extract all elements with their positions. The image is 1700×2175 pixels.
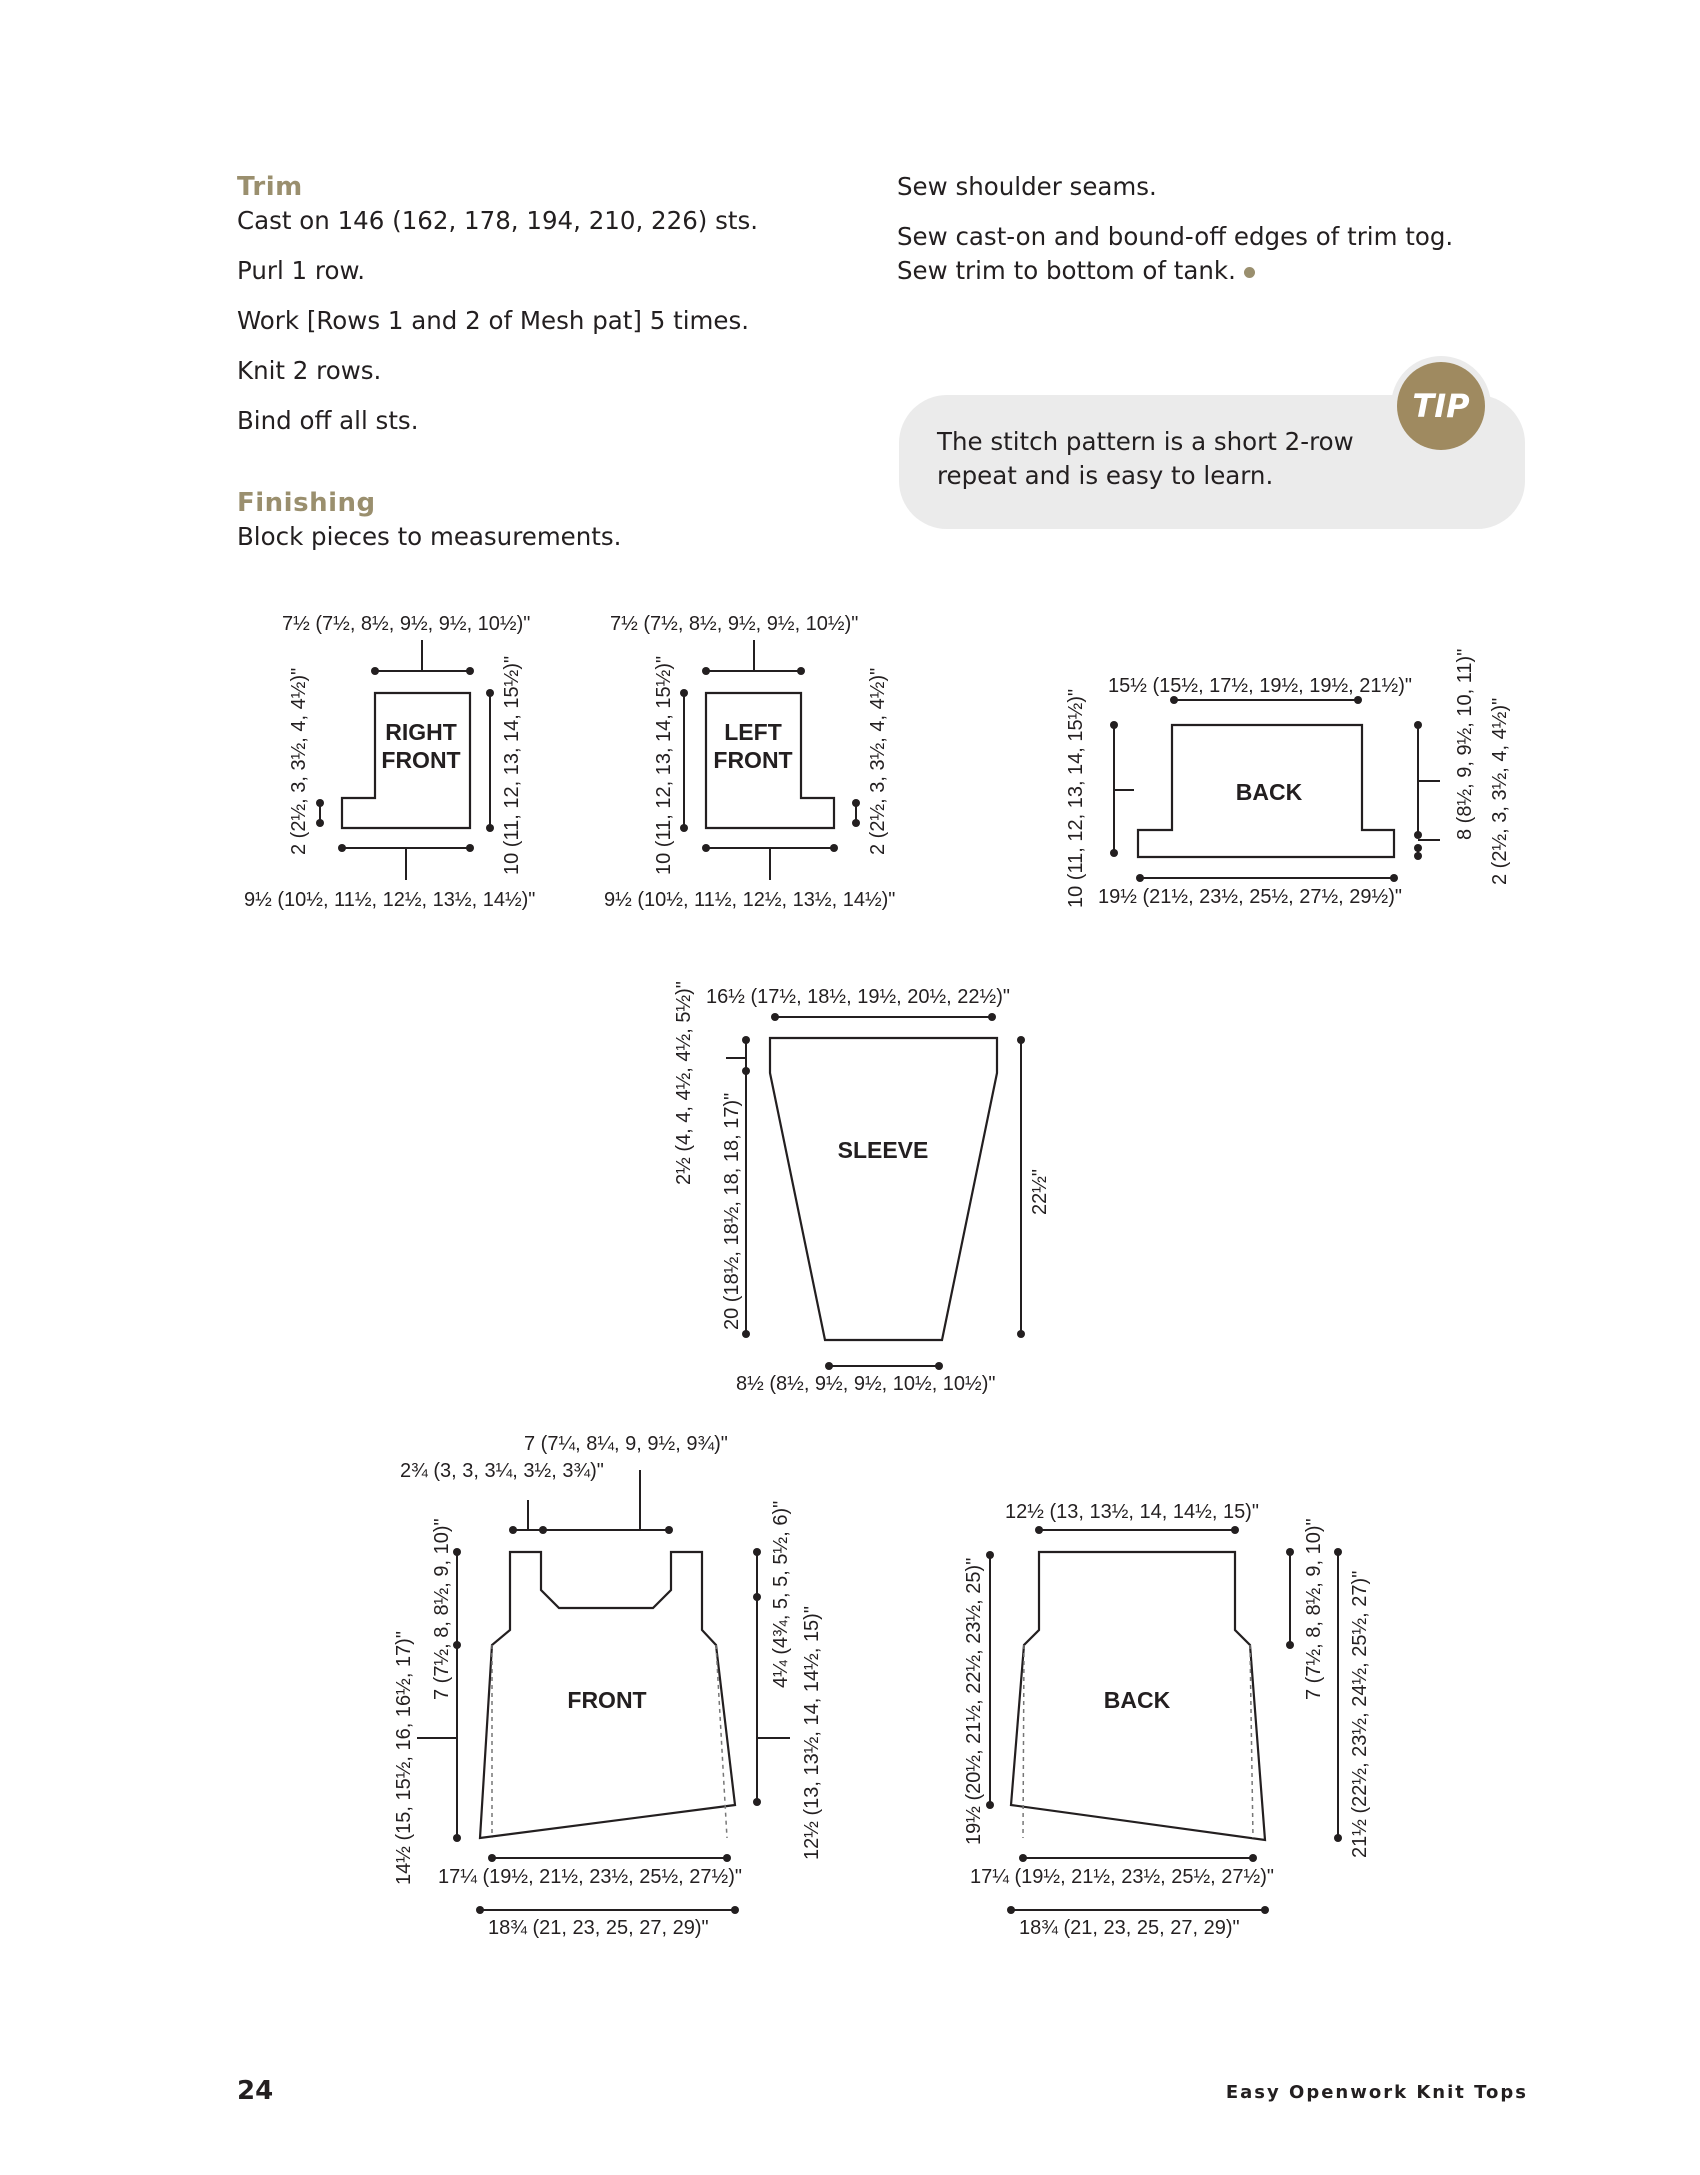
finishing-step-1: Sew shoulder seams. <box>897 172 1157 201</box>
trim-heading: Trim <box>237 172 303 202</box>
front-bottom-width-1: 17¼ (19½, 21½, 23½, 25½, 27½)" <box>438 1866 742 1888</box>
finishing-step-2-line-1: Sew cast-on and bound-off edges of trim tog. <box>897 222 1454 251</box>
back-bottom-width: 19½ (21½, 23½, 25½, 27½, 29½)" <box>1098 886 1402 908</box>
sleeve-right-height: 22½" <box>1029 1168 1051 1215</box>
trim-step: Purl 1 row. <box>237 256 366 285</box>
back-top-schematic <box>1065 649 1511 908</box>
back-left-height: 10 (11, 12, 13, 14, 15½)" <box>1065 688 1087 908</box>
back-right-height-2: 2 (2½, 3, 3½, 4, 4½)" <box>1489 697 1511 885</box>
page-number: 24 <box>237 2076 274 2106</box>
left-front-label-1: LEFT <box>724 719 782 745</box>
right-front-label-1: RIGHT <box>385 719 457 745</box>
finishing-step-2-text: Sew trim to bottom of tank. <box>897 256 1236 285</box>
sleeve-left-height-1: 2½ (4, 4, 4½, 4½, 5½)" <box>673 981 695 1185</box>
left-front-label-2: FRONT <box>713 747 793 773</box>
left-front-left-height: 10 (11, 12, 13, 14, 15½)" <box>653 655 675 875</box>
trim-step: Cast on 146 (162, 178, 194, 210, 226) sts. <box>237 206 759 235</box>
sleeve-left-height-2: 20 (18½, 18½, 18, 18, 17)" <box>721 1092 743 1330</box>
right-front-bottom-width: 9½ (10½, 11½, 12½, 13½, 14½)" <box>244 889 536 911</box>
back-bottom-width-2: 18¾ (21, 23, 25, 27, 29)" <box>1019 1917 1240 1939</box>
right-front-top-width: 7½ (7½, 8½, 9½, 9½, 10½)" <box>282 613 531 635</box>
back-top-width: 15½ (15½, 17½, 19½, 19½, 21½)" <box>1108 675 1412 697</box>
right-front-schematic <box>244 613 535 911</box>
back-top-label: BACK <box>1235 779 1303 805</box>
right-front-label-2: FRONT <box>381 747 461 773</box>
front-strap-width: 2¾ (3, 3, 3¼, 3½, 3¾)" <box>400 1460 604 1482</box>
back-bottom-right-height-2: 21½ (22½, 23½, 24½, 25½, 27)" <box>1349 1570 1371 1858</box>
sleeve-label: SLEEVE <box>837 1137 929 1163</box>
front-neck-width: 7 (7¼, 8¼, 9, 9½, 9¾)" <box>524 1433 728 1455</box>
front-bottom-width-2: 18¾ (21, 23, 25, 27, 29)" <box>488 1917 709 1939</box>
sleeve-bottom-width: 8½ (8½, 9½, 9½, 10½, 10½)" <box>736 1373 996 1395</box>
back-right-height-1: 8 (8½, 9, 9½, 10, 11)" <box>1454 648 1476 840</box>
back-bottom-width-1: 17¼ (19½, 21½, 23½, 25½, 27½)" <box>970 1866 1274 1888</box>
back-bottom-right-height-1: 7 (7½, 8, 8½, 9, 10)" <box>1303 1518 1325 1700</box>
sleeve-top-width: 16½ (17½, 18½, 19½, 20½, 22½)" <box>706 986 1010 1008</box>
finishing-text: Block pieces to measurements. <box>237 522 622 551</box>
book-title: Easy Openwork Knit Tops <box>1225 2082 1528 2103</box>
back-bottom-left-height: 19½ (20½, 21½, 22½, 23½, 25)" <box>963 1557 985 1845</box>
right-front-left-height: 2 (2½, 3, 3½, 4, 4½)" <box>288 667 310 855</box>
back-bottom-top-width: 12½ (13, 13½, 14, 14½, 15)" <box>1005 1501 1259 1523</box>
left-front-top-width: 7½ (7½, 8½, 9½, 9½, 10½)" <box>610 613 859 635</box>
front-left-height-1: 7 (7½, 8, 8½, 9, 10)" <box>431 1518 453 1700</box>
front-left-height-2: 14½ (15, 15½, 16, 16½, 17)" <box>393 1631 415 1885</box>
trim-step: Bind off all sts. <box>237 406 419 435</box>
sleeve-schematic <box>673 981 1051 1395</box>
finishing-heading: Finishing <box>237 488 376 518</box>
left-front-right-height: 2 (2½, 3, 3½, 4, 4½)" <box>867 667 889 855</box>
tip-text: The stitch pattern is a short 2-row repeat and is easy to learn. <box>937 427 1354 490</box>
back-bottom-label: BACK <box>1103 1687 1171 1713</box>
sleeve-outline <box>770 1038 997 1340</box>
trim-step: Work [Rows 1 and 2 of Mesh pat] 5 times. <box>237 306 750 335</box>
front-right-height-1: 4¼ (4¾, 5, 5, 5½, 6)" <box>770 1500 792 1688</box>
back-bottom-schematic <box>963 1501 1371 1939</box>
left-front-bottom-width: 9½ (10½, 11½, 12½, 13½, 14½)" <box>604 889 896 911</box>
front-label: FRONT <box>567 1687 647 1713</box>
trim-step: Knit 2 rows. <box>237 356 382 385</box>
tip-badge: TIP <box>1397 362 1485 450</box>
front-right-height-2: 12½ (13, 13½, 14, 14½, 15)" <box>801 1606 823 1860</box>
front-bottom-schematic <box>393 1433 823 1939</box>
left-front-schematic <box>604 613 895 911</box>
right-front-right-height: 10 (11, 12, 13, 14, 15½)" <box>501 655 523 875</box>
